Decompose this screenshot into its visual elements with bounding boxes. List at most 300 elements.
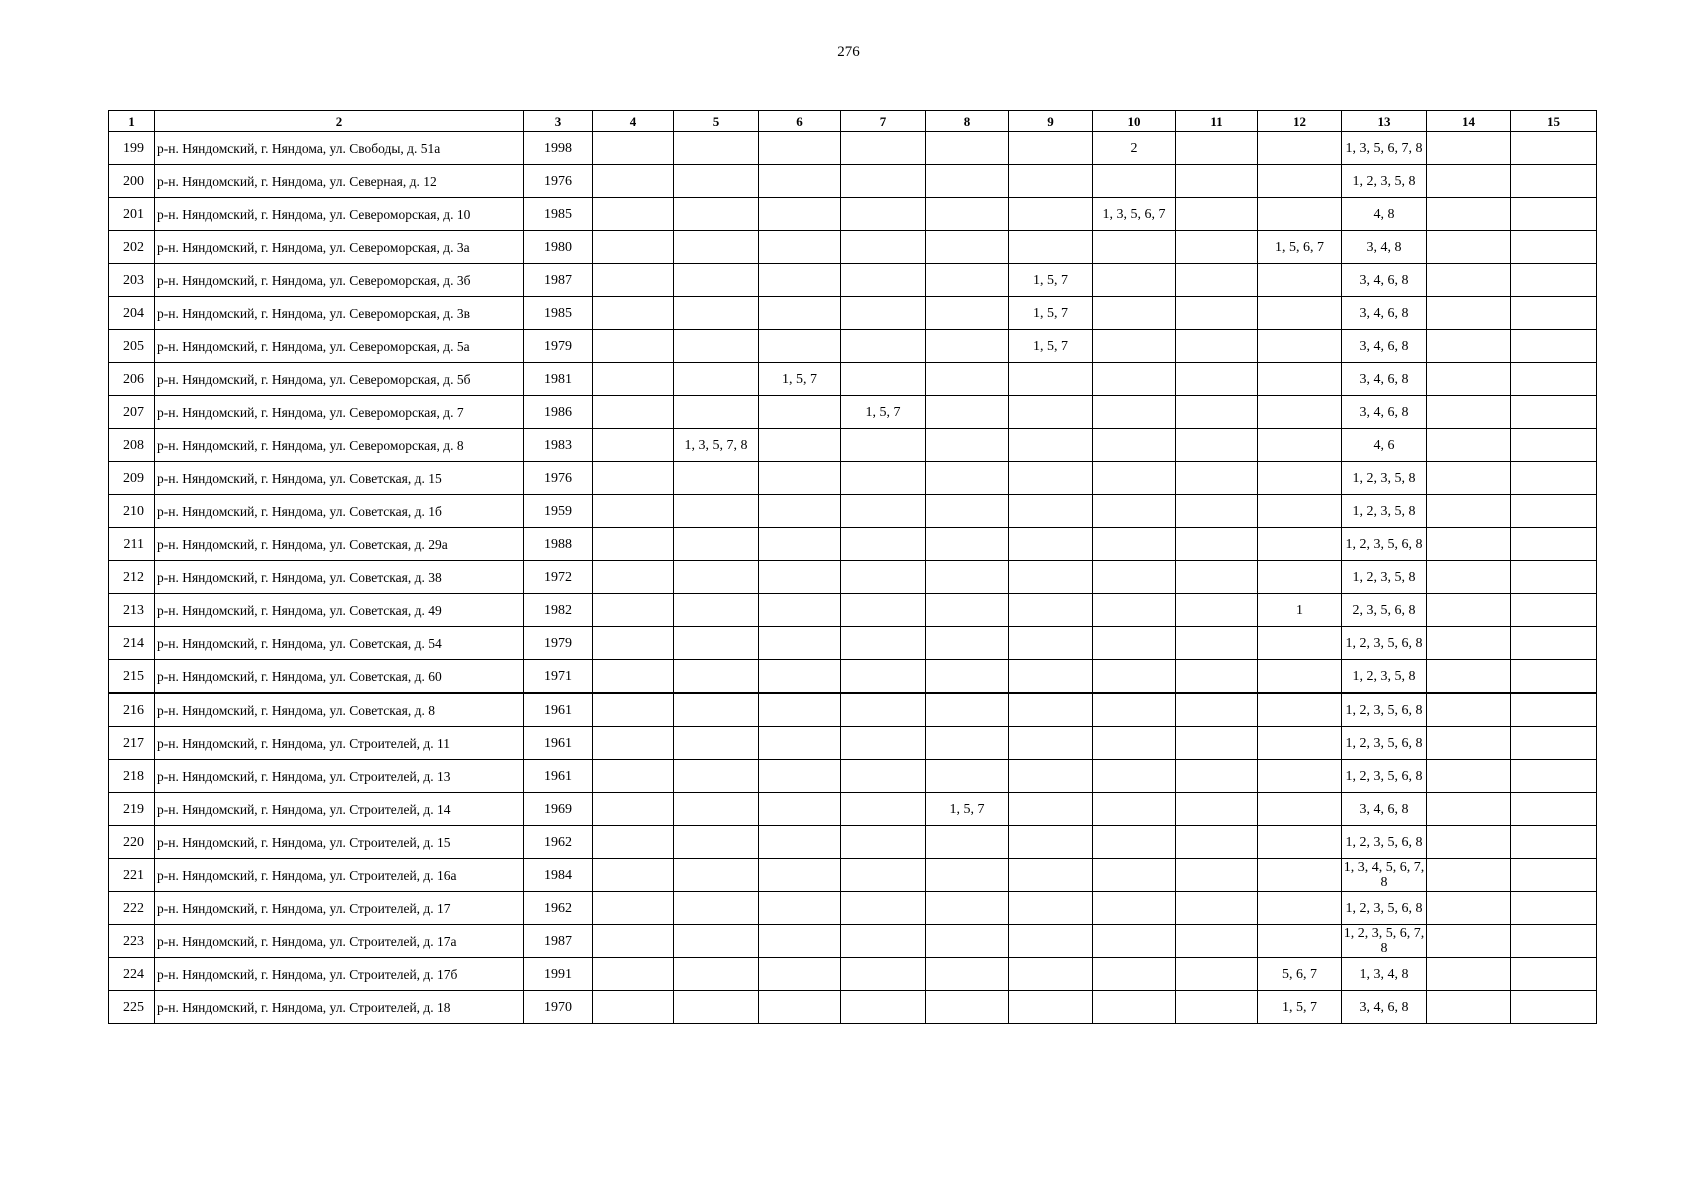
column-5-cell (674, 462, 759, 495)
column-header: 7 (841, 111, 926, 132)
column-9-cell (1009, 627, 1093, 660)
year-cell: 1983 (524, 429, 593, 462)
column-14-cell (1427, 958, 1511, 991)
column-4-cell (593, 859, 674, 892)
column-10-cell (1093, 231, 1176, 264)
column-10-cell (1093, 693, 1176, 727)
column-4-cell (593, 330, 674, 363)
column-5-cell (674, 627, 759, 660)
column-6-cell (759, 495, 841, 528)
column-7-cell (841, 165, 926, 198)
table-row (109, 991, 1597, 1024)
row-number-cell: 205 (109, 330, 155, 363)
column-4-cell (593, 231, 674, 264)
column-11-cell (1176, 991, 1258, 1024)
column-14-cell (1427, 495, 1511, 528)
year-cell: 1982 (524, 594, 593, 627)
column-11-cell (1176, 727, 1258, 760)
column-14-cell (1427, 165, 1511, 198)
column-5-cell (674, 826, 759, 859)
year-cell: 1969 (524, 793, 593, 826)
column-5-cell (674, 495, 759, 528)
column-11-cell (1176, 958, 1258, 991)
column-header: 14 (1427, 111, 1511, 132)
column-15-cell (1511, 892, 1597, 925)
column-6-cell (759, 396, 841, 429)
column-11-cell (1176, 165, 1258, 198)
column-15-cell (1511, 627, 1597, 660)
column-8-cell (926, 826, 1009, 859)
address-cell: р-н. Няндомский, г. Няндома, ул. Строителей, д. 16а (155, 859, 524, 892)
column-15-cell (1511, 925, 1597, 958)
row-number-cell: 204 (109, 297, 155, 330)
column-4-cell (593, 693, 674, 727)
column-7-cell (841, 429, 926, 462)
address-cell: р-н. Няндомский, г. Няндома, ул. Строителей, д. 18 (155, 991, 524, 1024)
table-row (109, 958, 1597, 991)
column-13-cell: 4, 6 (1342, 429, 1427, 462)
column-8-cell (926, 429, 1009, 462)
table-row (109, 495, 1597, 528)
column-13-cell: 1, 2, 3, 5, 6, 8 (1342, 727, 1427, 760)
column-14-cell (1427, 429, 1511, 462)
table-row (109, 363, 1597, 396)
column-6-cell (759, 297, 841, 330)
column-10-cell (1093, 826, 1176, 859)
column-7-cell (841, 727, 926, 760)
column-15-cell (1511, 297, 1597, 330)
column-14-cell (1427, 727, 1511, 760)
column-14-cell (1427, 693, 1511, 727)
column-14-cell (1427, 528, 1511, 561)
column-4-cell (593, 396, 674, 429)
column-header: 3 (524, 111, 593, 132)
column-9-cell (1009, 727, 1093, 760)
column-15-cell (1511, 727, 1597, 760)
year-cell: 1976 (524, 165, 593, 198)
address-cell: р-н. Няндомский, г. Няндома, ул. Свободы, д. 51а (155, 132, 524, 165)
table-row (109, 859, 1597, 892)
column-11-cell (1176, 627, 1258, 660)
column-8-cell (926, 132, 1009, 165)
column-4-cell (593, 528, 674, 561)
year-cell: 1986 (524, 396, 593, 429)
column-9-cell (1009, 826, 1093, 859)
column-9-cell (1009, 660, 1093, 694)
row-number-cell: 225 (109, 991, 155, 1024)
column-14-cell (1427, 793, 1511, 826)
column-15-cell (1511, 528, 1597, 561)
column-7-cell (841, 297, 926, 330)
column-12-cell (1258, 264, 1342, 297)
column-15-cell (1511, 660, 1597, 694)
address-cell: р-н. Няндомский, г. Няндома, ул. Североморская, д. 5а (155, 330, 524, 363)
column-8-cell (926, 892, 1009, 925)
column-14-cell (1427, 660, 1511, 694)
column-9-cell (1009, 991, 1093, 1024)
column-4-cell (593, 561, 674, 594)
column-4-cell (593, 892, 674, 925)
column-11-cell (1176, 859, 1258, 892)
column-12-cell (1258, 198, 1342, 231)
column-14-cell (1427, 363, 1511, 396)
column-10-cell (1093, 727, 1176, 760)
column-13-cell: 1, 2, 3, 5, 8 (1342, 660, 1427, 694)
column-8-cell (926, 165, 1009, 198)
column-4-cell (593, 627, 674, 660)
table-row (109, 132, 1597, 165)
column-5-cell (674, 264, 759, 297)
column-6-cell (759, 627, 841, 660)
column-header: 4 (593, 111, 674, 132)
address-cell: р-н. Няндомский, г. Няндома, ул. Строителей, д. 13 (155, 760, 524, 793)
column-10-cell: 2 (1093, 132, 1176, 165)
column-10-cell (1093, 991, 1176, 1024)
year-cell: 1991 (524, 958, 593, 991)
table-row (109, 627, 1597, 660)
row-number-cell: 218 (109, 760, 155, 793)
column-6-cell (759, 660, 841, 694)
column-7-cell (841, 594, 926, 627)
column-14-cell (1427, 264, 1511, 297)
column-12-cell (1258, 826, 1342, 859)
column-12-cell (1258, 892, 1342, 925)
column-15-cell (1511, 594, 1597, 627)
column-10-cell (1093, 958, 1176, 991)
column-13-cell: 3, 4, 8 (1342, 231, 1427, 264)
column-8-cell (926, 561, 1009, 594)
column-13-cell: 4, 8 (1342, 198, 1427, 231)
column-8-cell (926, 594, 1009, 627)
column-14-cell (1427, 925, 1511, 958)
column-13-cell: 1, 2, 3, 5, 6, 8 (1342, 693, 1427, 727)
column-15-cell (1511, 958, 1597, 991)
column-12-cell (1258, 495, 1342, 528)
column-7-cell (841, 561, 926, 594)
column-12-cell (1258, 462, 1342, 495)
column-12-cell (1258, 727, 1342, 760)
column-12-cell (1258, 793, 1342, 826)
column-7-cell (841, 693, 926, 727)
column-15-cell (1511, 495, 1597, 528)
column-10-cell (1093, 495, 1176, 528)
row-number-cell: 200 (109, 165, 155, 198)
column-8-cell: 1, 5, 7 (926, 793, 1009, 826)
column-10-cell (1093, 859, 1176, 892)
column-13-cell: 1, 2, 3, 5, 6, 8 (1342, 760, 1427, 793)
column-7-cell (841, 892, 926, 925)
address-cell: р-н. Няндомский, г. Няндома, ул. Советская, д. 54 (155, 627, 524, 660)
column-6-cell (759, 793, 841, 826)
row-number-cell: 221 (109, 859, 155, 892)
column-7-cell (841, 363, 926, 396)
year-cell: 1961 (524, 760, 593, 793)
column-4-cell (593, 793, 674, 826)
column-14-cell (1427, 991, 1511, 1024)
column-6-cell (759, 892, 841, 925)
column-7-cell: 1, 5, 7 (841, 396, 926, 429)
column-12-cell: 1, 5, 6, 7 (1258, 231, 1342, 264)
column-header: 8 (926, 111, 1009, 132)
column-11-cell (1176, 198, 1258, 231)
column-9-cell (1009, 462, 1093, 495)
column-13-cell: 1, 2, 3, 5, 6, 8 (1342, 528, 1427, 561)
table-row (109, 297, 1597, 330)
column-5-cell: 1, 3, 5, 7, 8 (674, 429, 759, 462)
column-8-cell (926, 396, 1009, 429)
column-9-cell (1009, 793, 1093, 826)
column-4-cell (593, 826, 674, 859)
year-cell: 1979 (524, 330, 593, 363)
column-13-cell: 3, 4, 6, 8 (1342, 396, 1427, 429)
year-cell: 1985 (524, 198, 593, 231)
column-15-cell (1511, 826, 1597, 859)
column-8-cell (926, 462, 1009, 495)
column-8-cell (926, 363, 1009, 396)
column-9-cell (1009, 363, 1093, 396)
column-7-cell (841, 198, 926, 231)
row-number-cell: 219 (109, 793, 155, 826)
column-header: 2 (155, 111, 524, 132)
column-4-cell (593, 363, 674, 396)
column-11-cell (1176, 925, 1258, 958)
year-cell: 1988 (524, 528, 593, 561)
address-cell: р-н. Няндомский, г. Няндома, ул. Североморская, д. 8 (155, 429, 524, 462)
column-9-cell (1009, 958, 1093, 991)
column-11-cell (1176, 429, 1258, 462)
column-9-cell: 1, 5, 7 (1009, 297, 1093, 330)
column-14-cell (1427, 627, 1511, 660)
column-14-cell (1427, 231, 1511, 264)
address-cell: р-н. Няндомский, г. Няндома, ул. Советская, д. 49 (155, 594, 524, 627)
column-15-cell (1511, 760, 1597, 793)
column-14-cell (1427, 760, 1511, 793)
column-5-cell (674, 561, 759, 594)
column-9-cell (1009, 132, 1093, 165)
column-13-cell: 3, 4, 6, 8 (1342, 363, 1427, 396)
column-6-cell (759, 429, 841, 462)
column-12-cell: 1, 5, 7 (1258, 991, 1342, 1024)
row-number-cell: 211 (109, 528, 155, 561)
column-12-cell: 1 (1258, 594, 1342, 627)
column-13-cell: 3, 4, 6, 8 (1342, 330, 1427, 363)
address-cell: р-н. Няндомский, г. Няндома, ул. Североморская, д. 3а (155, 231, 524, 264)
column-7-cell (841, 859, 926, 892)
column-13-cell: 1, 2, 3, 5, 6, 8 (1342, 892, 1427, 925)
column-10-cell (1093, 925, 1176, 958)
column-9-cell (1009, 892, 1093, 925)
column-11-cell (1176, 495, 1258, 528)
year-cell: 1987 (524, 264, 593, 297)
year-cell: 1972 (524, 561, 593, 594)
year-cell: 1962 (524, 826, 593, 859)
column-15-cell (1511, 231, 1597, 264)
column-11-cell (1176, 363, 1258, 396)
column-13-cell: 1, 2, 3, 5, 6, 8 (1342, 627, 1427, 660)
column-5-cell (674, 165, 759, 198)
column-6-cell (759, 462, 841, 495)
column-14-cell (1427, 462, 1511, 495)
column-7-cell (841, 958, 926, 991)
column-13-cell: 1, 2, 3, 5, 8 (1342, 495, 1427, 528)
column-10-cell (1093, 396, 1176, 429)
column-5-cell (674, 330, 759, 363)
column-12-cell (1258, 561, 1342, 594)
address-cell: р-н. Няндомский, г. Няндома, ул. Североморская, д. 7 (155, 396, 524, 429)
column-header: 1 (109, 111, 155, 132)
column-header: 10 (1093, 111, 1176, 132)
column-12-cell (1258, 429, 1342, 462)
row-number-cell: 214 (109, 627, 155, 660)
column-8-cell (926, 660, 1009, 694)
column-10-cell (1093, 462, 1176, 495)
address-cell: р-н. Няндомский, г. Няндома, ул. Советская, д. 60 (155, 660, 524, 694)
column-6-cell (759, 264, 841, 297)
column-9-cell (1009, 495, 1093, 528)
column-9-cell: 1, 5, 7 (1009, 264, 1093, 297)
column-12-cell (1258, 132, 1342, 165)
column-15-cell (1511, 462, 1597, 495)
column-4-cell (593, 660, 674, 694)
column-5-cell (674, 198, 759, 231)
column-5-cell (674, 760, 759, 793)
column-7-cell (841, 231, 926, 264)
column-14-cell (1427, 561, 1511, 594)
table-row (109, 693, 1597, 727)
table-row (109, 826, 1597, 859)
column-7-cell (841, 495, 926, 528)
column-14-cell (1427, 330, 1511, 363)
row-number-cell: 220 (109, 826, 155, 859)
column-5-cell (674, 594, 759, 627)
column-13-cell: 1, 2, 3, 5, 8 (1342, 165, 1427, 198)
row-number-cell: 207 (109, 396, 155, 429)
column-5-cell (674, 363, 759, 396)
row-number-cell: 202 (109, 231, 155, 264)
table-row (109, 925, 1597, 958)
column-header: 15 (1511, 111, 1597, 132)
column-7-cell (841, 462, 926, 495)
year-cell: 1981 (524, 363, 593, 396)
year-cell: 1998 (524, 132, 593, 165)
column-15-cell (1511, 363, 1597, 396)
column-4-cell (593, 462, 674, 495)
column-12-cell (1258, 165, 1342, 198)
column-6-cell (759, 760, 841, 793)
address-cell: р-н. Няндомский, г. Няндома, ул. Северная, д. 12 (155, 165, 524, 198)
column-9-cell (1009, 231, 1093, 264)
column-14-cell (1427, 297, 1511, 330)
column-9-cell (1009, 760, 1093, 793)
column-14-cell (1427, 859, 1511, 892)
column-12-cell (1258, 330, 1342, 363)
year-cell: 1962 (524, 892, 593, 925)
table-row (109, 793, 1597, 826)
column-11-cell (1176, 396, 1258, 429)
data-table (108, 110, 1597, 1024)
column-4-cell (593, 198, 674, 231)
column-header: 5 (674, 111, 759, 132)
row-number-cell: 224 (109, 958, 155, 991)
table-row (109, 660, 1597, 694)
column-9-cell (1009, 528, 1093, 561)
column-5-cell (674, 297, 759, 330)
column-15-cell (1511, 429, 1597, 462)
column-8-cell (926, 760, 1009, 793)
year-cell: 1976 (524, 462, 593, 495)
column-6-cell (759, 859, 841, 892)
column-header: 13 (1342, 111, 1427, 132)
column-10-cell (1093, 429, 1176, 462)
address-cell: р-н. Няндомский, г. Няндома, ул. Строителей, д. 14 (155, 793, 524, 826)
column-4-cell (593, 594, 674, 627)
column-12-cell (1258, 925, 1342, 958)
table-row (109, 330, 1597, 363)
column-9-cell (1009, 396, 1093, 429)
column-13-cell: 1, 3, 4, 8 (1342, 958, 1427, 991)
column-8-cell (926, 495, 1009, 528)
year-cell: 1980 (524, 231, 593, 264)
address-cell: р-н. Няндомский, г. Няндома, ул. Строителей, д. 11 (155, 727, 524, 760)
column-11-cell (1176, 297, 1258, 330)
address-cell: р-н. Няндомский, г. Няндома, ул. Североморская, д. 3б (155, 264, 524, 297)
column-15-cell (1511, 132, 1597, 165)
column-13-cell: 1, 2, 3, 5, 8 (1342, 462, 1427, 495)
column-4-cell (593, 727, 674, 760)
column-8-cell (926, 627, 1009, 660)
row-number-cell: 201 (109, 198, 155, 231)
column-9-cell (1009, 198, 1093, 231)
column-13-cell: 3, 4, 6, 8 (1342, 991, 1427, 1024)
column-9-cell: 1, 5, 7 (1009, 330, 1093, 363)
column-7-cell (841, 793, 926, 826)
column-5-cell (674, 660, 759, 694)
column-5-cell (674, 132, 759, 165)
address-cell: р-н. Няндомский, г. Няндома, ул. Североморская, д. 10 (155, 198, 524, 231)
column-5-cell (674, 859, 759, 892)
table-header-row (109, 111, 1597, 132)
column-header: 9 (1009, 111, 1093, 132)
column-7-cell (841, 528, 926, 561)
column-6-cell: 1, 5, 7 (759, 363, 841, 396)
column-9-cell (1009, 925, 1093, 958)
column-4-cell (593, 958, 674, 991)
address-cell: р-н. Няндомский, г. Няндома, ул. Советская, д. 8 (155, 693, 524, 727)
column-10-cell (1093, 165, 1176, 198)
column-13-cell: 3, 4, 6, 8 (1342, 264, 1427, 297)
column-8-cell (926, 264, 1009, 297)
column-7-cell (841, 925, 926, 958)
column-10-cell (1093, 528, 1176, 561)
column-12-cell (1258, 363, 1342, 396)
column-10-cell (1093, 660, 1176, 694)
column-4-cell (593, 132, 674, 165)
page-number: 276 (837, 44, 860, 60)
column-10-cell (1093, 793, 1176, 826)
row-number-cell: 216 (109, 693, 155, 727)
address-cell: р-н. Няндомский, г. Няндома, ул. Строителей, д. 15 (155, 826, 524, 859)
column-4-cell (593, 165, 674, 198)
column-5-cell (674, 892, 759, 925)
column-14-cell (1427, 132, 1511, 165)
column-15-cell (1511, 693, 1597, 727)
column-4-cell (593, 264, 674, 297)
column-15-cell (1511, 330, 1597, 363)
column-6-cell (759, 958, 841, 991)
table-row (109, 264, 1597, 297)
column-8-cell (926, 859, 1009, 892)
row-number-cell: 209 (109, 462, 155, 495)
